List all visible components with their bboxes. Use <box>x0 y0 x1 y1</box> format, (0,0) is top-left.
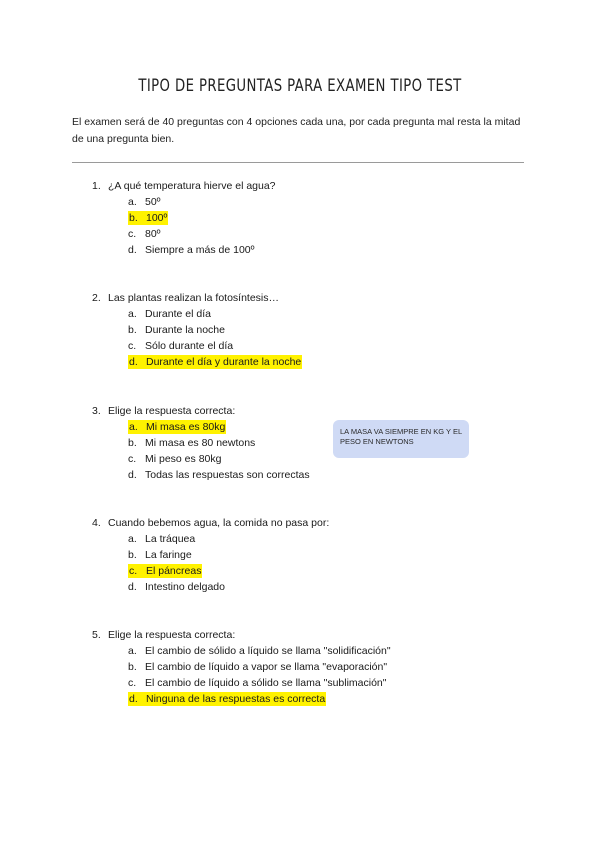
option-letter: b. <box>128 324 137 336</box>
question-number: 4. <box>92 517 101 529</box>
option-text: Durante la noche <box>145 324 225 336</box>
option-letter: b. <box>128 549 137 561</box>
option-b <box>92 659 391 675</box>
option-b <box>92 547 329 563</box>
option-letter: a. <box>128 645 137 657</box>
highlighted-answer <box>128 564 202 578</box>
option-letter: c. <box>128 453 137 465</box>
option-letter: d. <box>129 356 138 368</box>
option-letter: a. <box>128 533 137 545</box>
option-letter: c. <box>128 340 137 352</box>
option-letter: b. <box>129 212 138 224</box>
question-3 <box>92 403 310 483</box>
option-a <box>92 194 276 210</box>
question-stem <box>92 403 310 419</box>
option-a-correct <box>92 419 310 435</box>
option-letter: c. <box>128 677 137 689</box>
option-text: El páncreas <box>146 565 202 577</box>
horizontal-divider <box>72 162 524 163</box>
comment-note: LA MASA VA SIEMPRE EN KG Y EL PESO EN NEWTONS <box>333 420 469 458</box>
option-letter: c. <box>129 565 138 577</box>
question-stem <box>92 290 302 306</box>
option-c <box>92 451 310 467</box>
highlighted-answer <box>128 420 226 434</box>
option-d-correct <box>92 354 302 370</box>
option-c <box>92 338 302 354</box>
option-text: 100º <box>146 212 168 224</box>
option-letter: d. <box>128 469 137 481</box>
highlighted-answer <box>128 692 326 706</box>
option-c <box>92 675 391 691</box>
option-letter: a. <box>128 308 137 320</box>
question-stem <box>92 178 276 194</box>
option-c-correct <box>92 563 329 579</box>
option-d <box>92 242 276 258</box>
option-a <box>92 531 329 547</box>
question-5 <box>92 627 391 707</box>
option-b <box>92 322 302 338</box>
question-stem <box>92 627 391 643</box>
option-letter: b. <box>128 437 137 449</box>
option-letter: b. <box>128 661 137 673</box>
option-letter: a. <box>129 421 138 433</box>
option-text: El cambio de líquido a sólido se llama "sublimación" <box>145 677 387 689</box>
question-4 <box>92 515 329 595</box>
question-number: 5. <box>92 629 101 641</box>
question-number: 1. <box>92 180 101 192</box>
page-title: TIPO DE PREGUNTAS PARA EXAMEN TIPO TEST <box>138 76 462 96</box>
option-text: La faringe <box>145 549 192 561</box>
option-a <box>92 306 302 322</box>
question-1 <box>92 178 276 258</box>
option-d <box>92 579 329 595</box>
option-letter: c. <box>128 228 137 240</box>
option-text: La tráquea <box>145 533 196 545</box>
option-text: El cambio de sólido a líquido se llama "solidificación" <box>145 645 391 657</box>
option-b <box>92 435 310 451</box>
option-text: Mi peso es 80kg <box>145 453 222 465</box>
option-b-correct <box>92 210 276 226</box>
option-text: El cambio de líquido a vapor se llama "evaporación" <box>145 661 388 673</box>
option-letter: d. <box>128 581 137 593</box>
option-text: Sólo durante el día <box>145 340 234 352</box>
option-d <box>92 467 310 483</box>
question-number: 3. <box>92 405 101 417</box>
option-text: Mi masa es 80kg <box>146 421 226 433</box>
option-text: Siempre a más de 100º <box>145 244 255 256</box>
option-letter: d. <box>129 693 138 705</box>
option-c <box>92 226 276 242</box>
option-a <box>92 643 391 659</box>
question-text: ¿A qué temperatura hierve el agua? <box>108 180 276 192</box>
option-text: Todas las respuestas son correctas <box>145 469 310 481</box>
option-text: Ninguna de las respuestas es correcta <box>146 693 326 705</box>
option-letter: d. <box>128 244 137 256</box>
question-2 <box>92 290 302 370</box>
question-number: 2. <box>92 292 101 304</box>
option-text: 80º <box>145 228 161 240</box>
question-text: Elige la respuesta correcta: <box>108 405 236 417</box>
option-text: 50º <box>145 196 161 208</box>
option-text: Intestino delgado <box>145 581 225 593</box>
option-text: Mi masa es 80 newtons <box>145 437 256 449</box>
option-text: Durante el día <box>145 308 211 320</box>
highlighted-answer <box>128 211 168 225</box>
option-text: Durante el día y durante la noche <box>146 356 302 368</box>
question-text: Elige la respuesta correcta: <box>108 629 236 641</box>
question-text: Cuando bebemos agua, la comida no pasa por: <box>108 517 330 529</box>
question-stem <box>92 515 329 531</box>
option-letter: a. <box>128 196 137 208</box>
highlighted-answer <box>128 355 302 369</box>
option-d-correct <box>92 691 391 707</box>
question-text: Las plantas realizan la fotosíntesis… <box>108 292 280 304</box>
intro-paragraph: El examen será de 40 preguntas con 4 opciones cada una, por cada pregunta mal resta la mitad de una pregunta bien. <box>72 116 521 145</box>
